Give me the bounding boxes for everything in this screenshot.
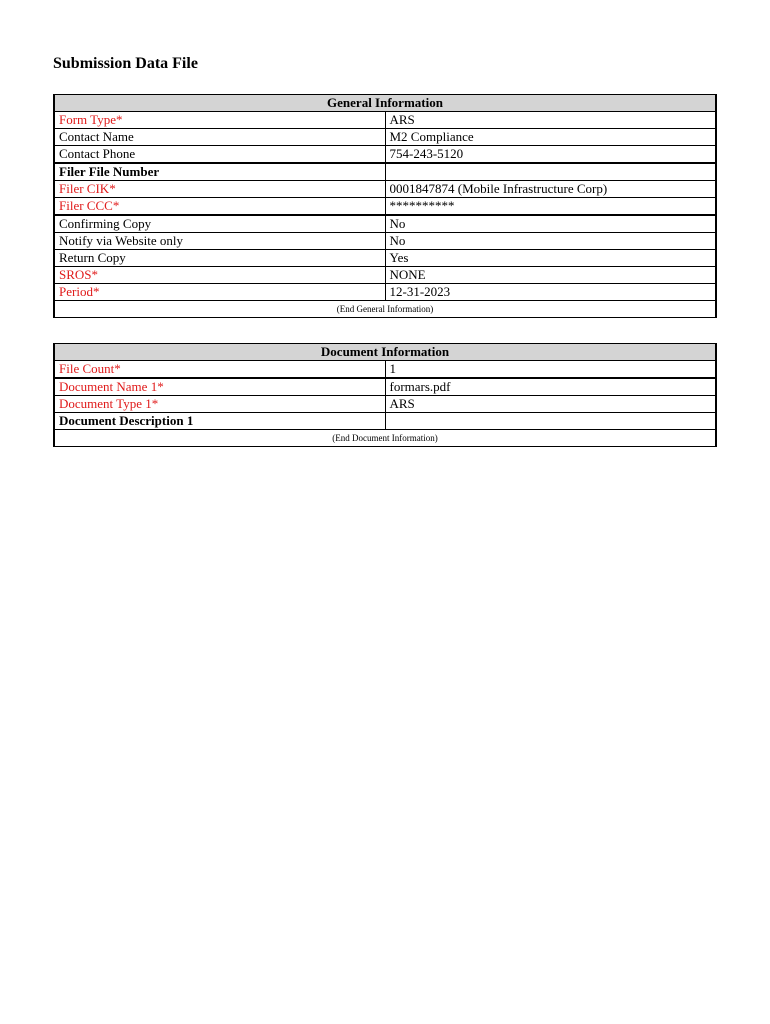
period-label: Period* <box>54 284 385 301</box>
page-title: Submission Data File <box>53 55 198 72</box>
contact-name-label: Contact Name <box>54 129 385 146</box>
notify-via-website-label: Notify via Website only <box>54 233 385 250</box>
contact-phone-value: 754-243-5120 <box>385 146 716 164</box>
document-description-value <box>385 413 716 430</box>
filer-cik-value: 0001847874 (Mobile Infrastructure Corp) <box>385 181 716 198</box>
table-row <box>54 163 716 181</box>
table-row <box>54 378 716 396</box>
filer-file-number-label: Filer File Number <box>54 163 385 181</box>
general-information-heading: General Information <box>54 95 716 112</box>
table-row <box>54 267 716 284</box>
notify-via-website-value: No <box>385 233 716 250</box>
table-row <box>54 233 716 250</box>
file-count-label: File Count* <box>54 361 385 379</box>
contact-phone-label: Contact Phone <box>54 146 385 164</box>
table-row <box>54 215 716 233</box>
table-row <box>54 396 716 413</box>
sros-label: SROS* <box>54 267 385 284</box>
table-row <box>54 198 716 216</box>
table-row <box>54 112 716 129</box>
document-information-footer: (End Document Information) <box>54 430 716 447</box>
confirming-copy-value: No <box>385 215 716 233</box>
form-type-label: Form Type* <box>54 112 385 129</box>
document-type-value: ARS <box>385 396 716 413</box>
table-row <box>54 361 716 379</box>
document-name-label: Document Name 1* <box>54 378 385 396</box>
return-copy-label: Return Copy <box>54 250 385 267</box>
document-name-value: formars.pdf <box>385 378 716 396</box>
document-description-label: Document Description 1 <box>54 413 385 430</box>
document-information-heading: Document Information <box>54 344 716 361</box>
form-type-value: ARS <box>385 112 716 129</box>
period-value: 12-31-2023 <box>385 284 716 301</box>
filer-ccc-value: ********** <box>385 198 716 216</box>
table-row <box>54 146 716 164</box>
filer-cik-label: Filer CIK* <box>54 181 385 198</box>
file-count-value: 1 <box>385 361 716 379</box>
sros-value: NONE <box>385 267 716 284</box>
contact-name-value: M2 Compliance <box>385 129 716 146</box>
table-row <box>54 250 716 267</box>
general-information-footer: (End General Information) <box>54 301 716 318</box>
document-information-table <box>53 343 717 447</box>
table-row <box>54 129 716 146</box>
filer-ccc-label: Filer CCC* <box>54 198 385 216</box>
table-row <box>54 284 716 301</box>
document-type-label: Document Type 1* <box>54 396 385 413</box>
table-row <box>54 181 716 198</box>
general-information-table <box>53 94 717 318</box>
filer-file-number-value <box>385 163 716 181</box>
return-copy-value: Yes <box>385 250 716 267</box>
confirming-copy-label: Confirming Copy <box>54 215 385 233</box>
table-row <box>54 413 716 430</box>
